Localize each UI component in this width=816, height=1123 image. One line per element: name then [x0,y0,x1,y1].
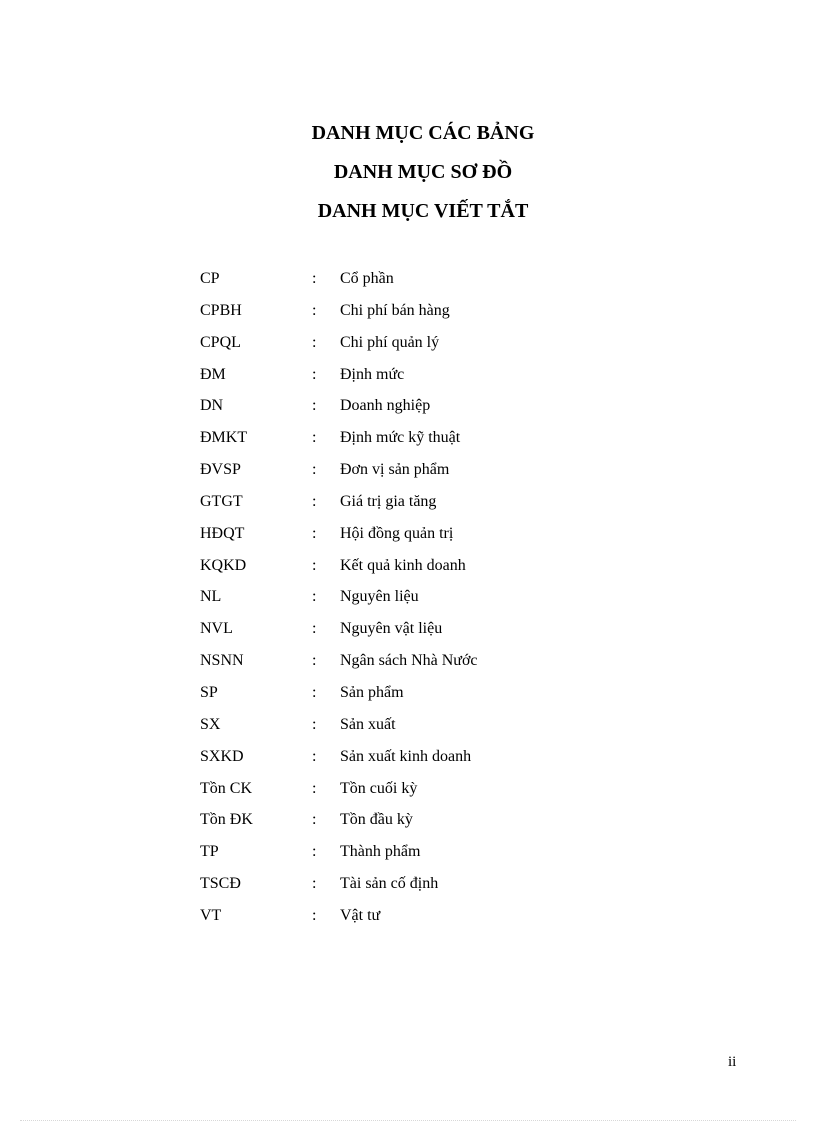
abbreviation-separator: : [312,270,317,287]
abbreviation-meaning: Định mức [340,365,405,383]
abbreviation-separator: : [312,747,317,765]
abbreviation-separator: : [312,875,317,893]
abbreviation-code: ĐMKT [200,429,248,447]
abbreviation-row [200,838,600,870]
heading-list-of-diagrams: DANH MỤC SƠ ĐỒ [333,161,513,183]
abbreviation-separator: : [312,779,317,797]
abbreviation-code: KQKD [200,556,247,574]
abbreviation-code: ĐM [200,365,226,383]
abbreviation-code: DN [200,397,224,415]
abbreviation-code: Tồn ĐK [200,811,253,829]
abbreviation-row [200,329,600,361]
abbreviation-row [200,265,600,297]
abbreviation-code: CPQL [200,333,241,351]
abbreviation-code: ĐVSP [200,461,241,479]
abbreviation-code: SXKD [200,747,244,765]
abbreviation-row [200,488,600,520]
abbreviation-code: NL [200,588,222,606]
abbreviation-meaning: Giá trị gia tăng [340,492,437,510]
abbreviation-separator: : [312,461,317,479]
abbreviation-code: NSNN [200,652,244,670]
abbreviation-row [200,806,600,838]
abbreviation-code: TP [200,843,219,861]
abbreviation-meaning: Tồn đầu kỳ [340,811,413,829]
abbreviation-separator: : [312,333,317,351]
abbreviation-separator: : [312,620,317,638]
abbreviation-code: NVL [200,620,233,638]
abbreviation-code: VT [200,906,222,924]
abbreviation-row [200,361,600,393]
abbreviation-separator: : [312,683,317,701]
abbreviation-separator: : [312,715,317,733]
abbreviation-meaning: Kết quả kinh doanh [340,556,466,574]
abbreviation-code: SP [200,683,218,701]
abbreviation-code: CP [200,270,220,287]
abbreviation-meaning: Nguyên vật liệu [340,620,443,638]
abbreviation-row [200,870,600,902]
abbreviation-meaning: Chi phí bán hàng [340,301,450,319]
abbreviation-separator: : [312,556,317,574]
abbreviation-code: GTGT [200,492,243,510]
abbreviation-meaning: Vật tư [340,906,381,924]
abbreviation-row [200,902,600,934]
abbreviation-separator: : [312,652,317,670]
abbreviation-separator: : [312,588,317,606]
abbreviation-code: CPBH [200,301,242,319]
abbreviation-separator: : [312,301,317,319]
abbreviation-row [200,647,600,679]
abbreviation-separator: : [312,906,317,924]
heading-list-of-tables: DANH MỤC CÁC BẢNG [311,122,535,144]
abbreviation-code: HĐQT [200,524,245,542]
abbreviation-meaning: Thành phẩm [340,843,421,861]
abbreviation-meaning: Tài sản cố định [340,875,439,893]
page-bottom-divider [20,1120,796,1121]
abbreviation-meaning: Nguyên liệu [340,588,419,606]
abbreviation-meaning: Cổ phần [340,270,394,287]
abbreviation-separator: : [312,429,317,447]
abbreviation-list [200,265,600,934]
abbreviation-row [200,456,600,488]
abbreviation-code: TSCĐ [200,875,241,893]
abbreviation-separator: : [312,397,317,415]
abbreviation-code: Tồn CK [200,779,252,797]
abbreviation-separator: : [312,843,317,861]
abbreviation-meaning: Chi phí quản lý [340,333,440,351]
abbreviation-row [200,679,600,711]
abbreviation-row [200,552,600,584]
abbreviation-meaning: Hội đồng quản trị [340,524,454,542]
page-number: ii [728,1054,737,1070]
abbreviation-separator: : [312,492,317,510]
heading-list-of-abbreviations: DANH MỤC VIẾT TẮT [317,200,529,222]
abbreviation-row [200,392,600,424]
abbreviation-meaning: Định mức kỹ thuật [340,429,461,447]
abbreviation-row [200,711,600,743]
abbreviation-row [200,775,600,807]
abbreviation-row [200,520,600,552]
abbreviation-row [200,297,600,329]
abbreviation-meaning: Sản phẩm [340,683,404,701]
abbreviation-separator: : [312,811,317,829]
abbreviation-meaning: Ngân sách Nhà Nước [340,652,478,670]
abbreviation-row [200,424,600,456]
abbreviation-meaning: Doanh nghiệp [340,397,431,415]
abbreviation-code: SX [200,715,221,733]
abbreviation-row [200,583,600,615]
abbreviation-row [200,615,600,647]
abbreviation-meaning: Tồn cuối kỳ [340,779,418,797]
abbreviation-meaning: Đơn vị sản phẩm [340,461,450,479]
abbreviation-separator: : [312,365,317,383]
abbreviation-meaning: Sản xuất [340,715,396,733]
headings-block [0,117,816,234]
abbreviation-row [200,743,600,775]
abbreviation-separator: : [312,524,317,542]
abbreviation-meaning: Sản xuất kinh doanh [340,747,472,765]
